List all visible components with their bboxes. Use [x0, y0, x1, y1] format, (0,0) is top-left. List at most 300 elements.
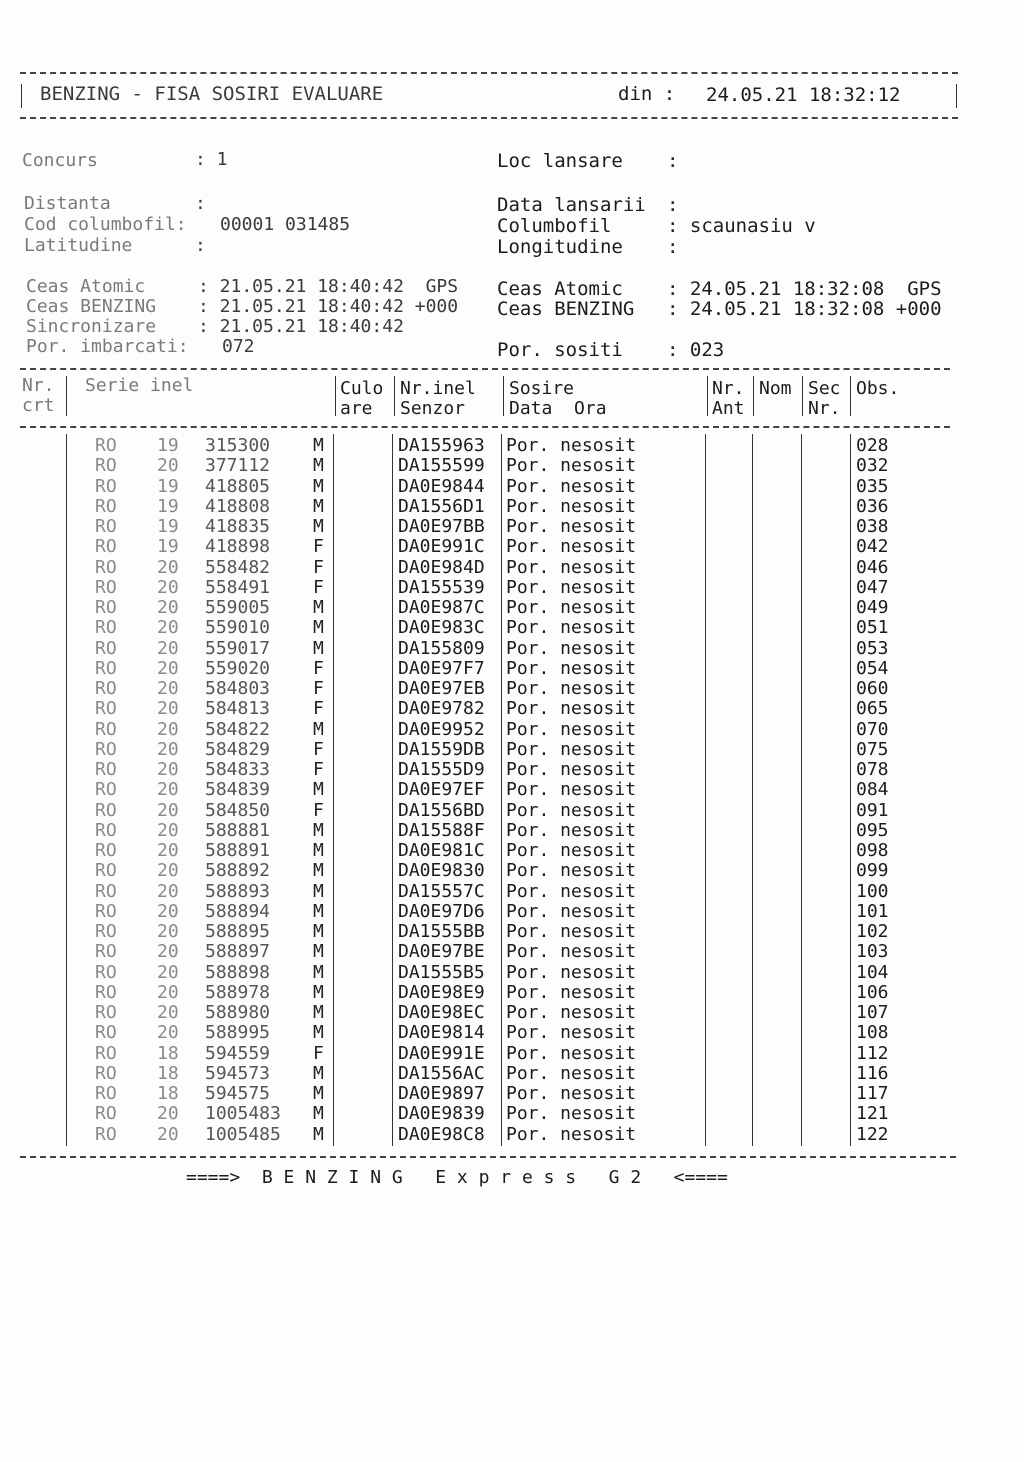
arrival-status: Por. nesosit: [506, 880, 637, 902]
obs-cell: 065: [856, 698, 889, 720]
arrival-status: Por. nesosit: [506, 516, 637, 537]
sex-cell: M: [313, 1062, 324, 1084]
obs-cell: 046: [856, 556, 889, 578]
sex-cell: F: [313, 536, 324, 558]
chip-id: DA0E97D6: [398, 900, 485, 922]
longitudine-label: Longitudine: [497, 236, 623, 258]
chip-id: DA1559DB: [398, 738, 485, 760]
ring-country: RO: [95, 738, 117, 760]
ring-number: 584813: [205, 698, 271, 720]
ring-number: 584833: [205, 759, 271, 780]
sex-cell: F: [313, 556, 324, 578]
obs-cell: 036: [856, 495, 889, 517]
table-row: [0, 639, 1024, 659]
chip-id: DA0E991C: [398, 536, 485, 558]
ring-country: RO: [95, 1062, 117, 1084]
ring-number: 588881: [205, 819, 271, 841]
obs-cell: 095: [856, 819, 889, 841]
header-nrcrt-2: crt: [22, 395, 55, 416]
sex-cell: F: [313, 576, 324, 598]
obs-cell: 054: [856, 657, 889, 679]
arrival-status: Por. nesosit: [506, 779, 637, 801]
chip-id: DA1555B5: [398, 961, 485, 983]
obs-cell: 032: [856, 455, 889, 477]
chip-id: DA0E9782: [398, 698, 485, 720]
header-right-border: [956, 84, 957, 108]
ring-year: 19: [157, 495, 179, 517]
chip-id: DA1555D9: [398, 759, 485, 780]
ring-number: 588894: [205, 900, 271, 922]
ring-country: RO: [95, 576, 117, 598]
ring-country: RO: [95, 475, 117, 497]
arrival-status: Por. nesosit: [506, 900, 637, 922]
header-culoare-1: Culo: [340, 378, 384, 399]
col-sep-nrinel: [503, 376, 504, 416]
ring-year: 20: [157, 819, 179, 841]
ring-year: 20: [157, 597, 179, 618]
data-lansarii-value: :: [667, 194, 679, 216]
header-bottom-rule: [20, 117, 958, 119]
header-top-rule: [20, 72, 958, 74]
imbarcati-value: 072: [222, 336, 255, 357]
sincronizare-label: Sincronizare: [26, 316, 157, 337]
chip-id: DA0E984D: [398, 556, 485, 578]
ring-year: 20: [157, 678, 179, 699]
sex-cell: M: [313, 1002, 324, 1023]
sex-cell: M: [313, 1022, 324, 1044]
chip-id: DA0E97BE: [398, 941, 485, 963]
table-row: [0, 861, 1024, 881]
ring-country: RO: [95, 840, 117, 861]
header-sec-2: Nr.: [808, 398, 841, 419]
concurs-value: : 1: [195, 149, 228, 170]
obs-cell: 102: [856, 921, 889, 942]
ring-number: 588980: [205, 1002, 271, 1023]
ceas-benzing-end-label: Ceas BENZING: [497, 298, 635, 320]
header-sec-1: Sec: [808, 378, 841, 399]
ring-number: 559010: [205, 617, 271, 639]
ring-country: RO: [95, 435, 117, 456]
ring-number: 588895: [205, 921, 271, 942]
ring-country: RO: [95, 941, 117, 963]
report-title: BENZING - FISA SOSIRI EVALUARE: [40, 83, 384, 105]
table-row: [0, 497, 1024, 517]
header-obs: Obs.: [856, 378, 900, 399]
ring-number: 588995: [205, 1022, 271, 1044]
arrival-status: Por. nesosit: [506, 475, 637, 497]
arrival-status: Por. nesosit: [506, 1042, 637, 1064]
chip-id: DA0E983C: [398, 617, 485, 639]
ceas-benzing-end-value: : 24.05.21 18:32:08 +000: [667, 298, 942, 320]
ring-country: RO: [95, 1123, 117, 1145]
ring-year: 20: [157, 779, 179, 801]
col-sep-culoare: [394, 376, 395, 416]
obs-cell: 106: [856, 981, 889, 1003]
obs-cell: 100: [856, 880, 889, 902]
arrival-status: Por. nesosit: [506, 597, 637, 618]
latitudine-value: :: [195, 235, 206, 256]
ring-number: 584803: [205, 678, 271, 699]
arrival-status: Por. nesosit: [506, 1083, 637, 1104]
ring-country: RO: [95, 637, 117, 659]
arrival-status: Por. nesosit: [506, 1103, 637, 1125]
sex-cell: M: [313, 860, 324, 882]
ring-number: 584829: [205, 738, 271, 760]
arrival-status: Por. nesosit: [506, 1022, 637, 1044]
chip-id: DA1556AC: [398, 1062, 485, 1084]
arrival-status: Por. nesosit: [506, 718, 637, 740]
sositi-label: Por. sositi: [497, 339, 623, 361]
ring-number: 594573: [205, 1062, 271, 1084]
ring-year: 20: [157, 840, 179, 861]
header-sosire-2: Data Ora: [509, 398, 607, 419]
ring-number: 418835: [205, 516, 271, 537]
ring-year: 20: [157, 981, 179, 1003]
table-row: [0, 780, 1024, 800]
chip-id: DA1556BD: [398, 799, 485, 821]
arrival-status: Por. nesosit: [506, 637, 637, 659]
sex-cell: F: [313, 1042, 324, 1064]
table-row: [0, 1044, 1024, 1064]
sex-cell: M: [313, 819, 324, 841]
loc-lansare-label: Loc lansare: [497, 150, 623, 172]
arrival-status: Por. nesosit: [506, 840, 637, 861]
table-row: [0, 902, 1024, 922]
arrival-status: Por. nesosit: [506, 819, 637, 841]
table-row: [0, 517, 1024, 537]
ring-year: 20: [157, 1002, 179, 1023]
ring-year: 20: [157, 576, 179, 598]
ring-number: 559017: [205, 637, 271, 659]
ring-number: 1005483: [205, 1103, 281, 1125]
ring-country: RO: [95, 779, 117, 801]
arrival-status: Por. nesosit: [506, 1002, 637, 1023]
table-row: [0, 537, 1024, 557]
ring-number: 588978: [205, 981, 271, 1003]
ring-country: RO: [95, 556, 117, 578]
table-row: [0, 882, 1024, 902]
sex-cell: M: [313, 779, 324, 801]
ceas-benzing-start-value: : 21.05.21 18:40:42 +000: [198, 296, 459, 317]
ring-country: RO: [95, 900, 117, 922]
ring-year: 20: [157, 617, 179, 639]
ring-country: RO: [95, 1002, 117, 1023]
ring-year: 19: [157, 516, 179, 537]
arrival-status: Por. nesosit: [506, 576, 637, 598]
table-top-rule: [20, 368, 950, 370]
sex-cell: M: [313, 495, 324, 517]
ring-year: 20: [157, 900, 179, 922]
col-sep-nrcrt: [66, 376, 67, 416]
header-nrinel-2: Senzor: [400, 398, 466, 419]
ring-country: RO: [95, 860, 117, 882]
chip-id: DA0E97EF: [398, 779, 485, 801]
sincronizare-value: : 21.05.21 18:40:42: [198, 316, 404, 337]
obs-cell: 107: [856, 1002, 889, 1023]
cod-columbofil-value: 00001 031485: [220, 214, 351, 235]
arrival-status: Por. nesosit: [506, 536, 637, 558]
chip-id: DA0E9897: [398, 1083, 485, 1104]
columbofil-label: Columbofil: [497, 215, 612, 237]
ceas-atomic-start-label: Ceas Atomic: [26, 276, 146, 297]
obs-cell: 121: [856, 1103, 889, 1125]
arrival-status: Por. nesosit: [506, 495, 637, 517]
arrival-status: Por. nesosit: [506, 738, 637, 760]
sex-cell: M: [313, 475, 324, 497]
ring-number: 588897: [205, 941, 271, 963]
table-row: [0, 1064, 1024, 1084]
distanta-value: :: [195, 193, 206, 214]
ring-year: 20: [157, 637, 179, 659]
header-nrant-1: Nr.: [712, 378, 745, 399]
obs-cell: 053: [856, 637, 889, 659]
sex-cell: M: [313, 1103, 324, 1125]
obs-cell: 042: [856, 536, 889, 558]
footer-text: ====> B E N Z I N G E x p r e s s G 2 <====: [186, 1167, 728, 1188]
chip-id: DA0E9844: [398, 475, 485, 497]
sex-cell: M: [313, 1123, 324, 1145]
chip-id: DA0E97BB: [398, 516, 485, 537]
ring-number: 558482: [205, 556, 271, 578]
ring-country: RO: [95, 1103, 117, 1125]
ring-country: RO: [95, 1022, 117, 1044]
ring-country: RO: [95, 455, 117, 477]
ring-country: RO: [95, 1083, 117, 1104]
ring-country: RO: [95, 698, 117, 720]
table-row: [0, 679, 1024, 699]
ring-number: 594559: [205, 1042, 271, 1064]
arrival-status: Por. nesosit: [506, 678, 637, 699]
chip-id: DA15557C: [398, 880, 485, 902]
ring-country: RO: [95, 718, 117, 740]
ring-country: RO: [95, 536, 117, 558]
table-row: [0, 1084, 1024, 1104]
table-header-rule: [20, 426, 950, 428]
obs-cell: 028: [856, 435, 889, 456]
chip-id: DA0E987C: [398, 597, 485, 618]
report-date-value: 24.05.21 18:32:12: [706, 84, 901, 106]
table-row: [0, 618, 1024, 638]
obs-cell: 075: [856, 738, 889, 760]
obs-cell: 099: [856, 860, 889, 882]
ring-year: 20: [157, 556, 179, 578]
sex-cell: M: [313, 637, 324, 659]
ring-year: 20: [157, 941, 179, 963]
ring-number: 584850: [205, 799, 271, 821]
ring-number: 315300: [205, 435, 271, 456]
chip-id: DA155539: [398, 576, 485, 598]
ring-year: 20: [157, 1123, 179, 1145]
ring-year: 18: [157, 1042, 179, 1064]
ring-year: 20: [157, 1103, 179, 1125]
obs-cell: 038: [856, 516, 889, 537]
sex-cell: M: [313, 516, 324, 537]
col-sep-serie: [335, 376, 336, 416]
ring-number: 588891: [205, 840, 271, 861]
chip-id: DA0E97EB: [398, 678, 485, 699]
obs-cell: 035: [856, 475, 889, 497]
ring-country: RO: [95, 981, 117, 1003]
ring-year: 20: [157, 718, 179, 740]
ring-country: RO: [95, 495, 117, 517]
arrival-status: Por. nesosit: [506, 435, 637, 456]
col-sep-sec: [850, 376, 851, 416]
chip-id: DA1555BB: [398, 921, 485, 942]
arrival-status: Por. nesosit: [506, 1062, 637, 1084]
ring-year: 20: [157, 860, 179, 882]
arrival-status: Por. nesosit: [506, 698, 637, 720]
arrival-status: Por. nesosit: [506, 657, 637, 679]
sex-cell: M: [313, 597, 324, 618]
arrival-status: Por. nesosit: [506, 941, 637, 963]
ring-year: 20: [157, 961, 179, 983]
ring-year: 20: [157, 759, 179, 780]
columbofil-value: : scaunasiu v: [667, 215, 816, 237]
table-row: [0, 1104, 1024, 1124]
obs-cell: 070: [856, 718, 889, 740]
ceas-atomic-start-value: : 21.05.21 18:40:42 GPS: [198, 276, 459, 297]
chip-id: DA0E98C8: [398, 1123, 485, 1145]
ceas-atomic-end-label: Ceas Atomic: [497, 278, 623, 300]
obs-cell: 047: [856, 576, 889, 598]
sex-cell: M: [313, 921, 324, 942]
header-sosire-1: Sosire: [509, 378, 575, 399]
table-row: [0, 821, 1024, 841]
obs-cell: 112: [856, 1042, 889, 1064]
arrival-status: Por. nesosit: [506, 455, 637, 477]
ring-number: 559020: [205, 657, 271, 679]
table-row: [0, 659, 1024, 679]
sex-cell: M: [313, 435, 324, 456]
obs-cell: 101: [856, 900, 889, 922]
ceas-benzing-start-label: Ceas BENZING: [26, 296, 157, 317]
sositi-value: : 023: [667, 339, 725, 361]
table-row: [0, 436, 1024, 456]
ceas-atomic-end-value: : 24.05.21 18:32:08 GPS: [667, 278, 942, 300]
obs-cell: 049: [856, 597, 889, 618]
ring-year: 19: [157, 435, 179, 456]
sex-cell: M: [313, 455, 324, 477]
obs-cell: 091: [856, 799, 889, 821]
arrival-status: Por. nesosit: [506, 799, 637, 821]
sex-cell: M: [313, 961, 324, 983]
table-bottom-rule: [20, 1156, 956, 1158]
ring-country: RO: [95, 759, 117, 780]
header-serie-inel: Serie inel: [85, 375, 194, 396]
ring-year: 20: [157, 799, 179, 821]
sex-cell: M: [313, 880, 324, 902]
ring-number: 584822: [205, 718, 271, 740]
sex-cell: M: [313, 1083, 324, 1104]
obs-cell: 060: [856, 678, 889, 699]
table-row: [0, 942, 1024, 962]
obs-cell: 078: [856, 759, 889, 780]
chip-id: DA0E991E: [398, 1042, 485, 1064]
ring-year: 18: [157, 1083, 179, 1104]
ring-year: 20: [157, 921, 179, 942]
longitudine-value: :: [667, 236, 679, 258]
table-row: [0, 963, 1024, 983]
header-nrcrt-1: Nr.: [22, 375, 55, 396]
table-row: [0, 983, 1024, 1003]
header-nrinel-1: Nr.inel: [400, 378, 476, 399]
arrival-status: Por. nesosit: [506, 860, 637, 882]
obs-cell: 104: [856, 961, 889, 983]
table-row: [0, 801, 1024, 821]
arrival-status: Por. nesosit: [506, 1123, 637, 1145]
obs-cell: 117: [856, 1083, 889, 1104]
chip-id: DA0E9814: [398, 1022, 485, 1044]
arrival-status: Por. nesosit: [506, 921, 637, 942]
ring-country: RO: [95, 819, 117, 841]
arrival-status: Por. nesosit: [506, 981, 637, 1003]
ring-number: 377112: [205, 455, 271, 477]
cod-columbofil-label: Cod columbofil:: [24, 214, 187, 235]
header-left-border: [21, 84, 22, 108]
ring-year: 18: [157, 1062, 179, 1084]
ring-country: RO: [95, 678, 117, 699]
sex-cell: M: [313, 617, 324, 639]
chip-id: DA0E9830: [398, 860, 485, 882]
header-culoare-2: are: [340, 398, 373, 419]
ring-country: RO: [95, 657, 117, 679]
col-sep-nom: [802, 376, 803, 416]
chip-id: DA155963: [398, 435, 485, 456]
table-row: [0, 477, 1024, 497]
data-lansarii-label: Data lansarii: [497, 194, 646, 216]
table-row: [0, 1023, 1024, 1043]
table-row: [0, 456, 1024, 476]
ring-year: 19: [157, 475, 179, 497]
sex-cell: M: [313, 941, 324, 963]
table-row: [0, 598, 1024, 618]
chip-id: DA0E98E9: [398, 981, 485, 1003]
ring-number: 584839: [205, 779, 271, 801]
sex-cell: F: [313, 698, 324, 720]
sex-cell: M: [313, 840, 324, 861]
chip-id: DA0E9952: [398, 718, 485, 740]
chip-id: DA155809: [398, 637, 485, 659]
ring-year: 20: [157, 880, 179, 902]
ring-number: 418805: [205, 475, 271, 497]
chip-id: DA1556D1: [398, 495, 485, 517]
chip-id: DA0E981C: [398, 840, 485, 861]
ring-year: 20: [157, 657, 179, 679]
sex-cell: F: [313, 738, 324, 760]
sex-cell: F: [313, 657, 324, 679]
ring-number: 418898: [205, 536, 271, 558]
table-row: [0, 1125, 1024, 1145]
imbarcati-label: Por. imbarcati:: [26, 336, 189, 357]
ring-year: 20: [157, 455, 179, 477]
obs-cell: 084: [856, 779, 889, 801]
obs-cell: 116: [856, 1062, 889, 1084]
obs-cell: 103: [856, 941, 889, 963]
report-date-label: din :: [618, 83, 676, 105]
ring-year: 20: [157, 1022, 179, 1044]
ring-country: RO: [95, 1042, 117, 1064]
ring-country: RO: [95, 880, 117, 902]
ring-year: 20: [157, 738, 179, 760]
chip-id: DA0E9839: [398, 1103, 485, 1125]
ring-number: 588892: [205, 860, 271, 882]
ring-number: 558491: [205, 576, 271, 598]
sex-cell: F: [313, 759, 324, 780]
header-nom: Nom: [759, 378, 792, 399]
ring-country: RO: [95, 597, 117, 618]
ring-number: 588898: [205, 961, 271, 983]
ring-number: 1005485: [205, 1123, 281, 1145]
